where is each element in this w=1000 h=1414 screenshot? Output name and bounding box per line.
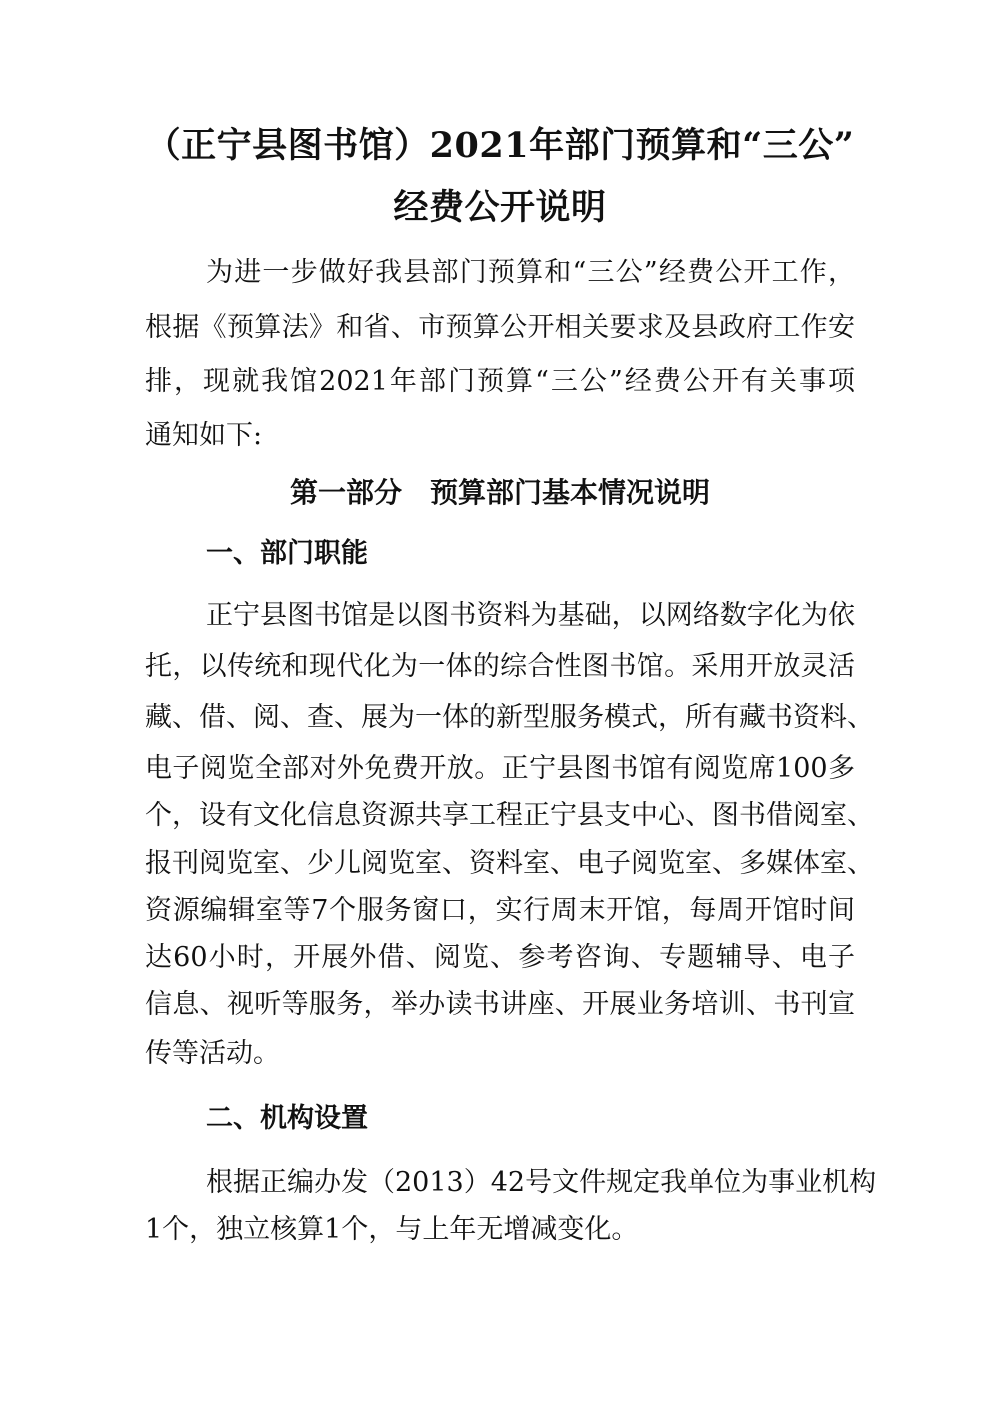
section-one-line: 信息、视听等服务，举办读书讲座、开展业务培训、书刊宣 [145,989,855,1020]
section-two-heading: 二、机构设置 [206,1103,368,1134]
intro-line: 为进一步做好我县部门预算和“三公”经费公开工作， [206,257,855,288]
section-one-line: 电子阅览全部对外免费开放。正宁县图书馆有阅览席100多 [145,753,855,784]
section-one-line: 个，设有文化信息资源共享工程正宁县支中心、图书借阅室、 [145,800,874,831]
section-one-line: 正宁县图书馆是以图书资料为基础，以网络数字化为依 [206,600,855,631]
section-two-line: 1个，独立核算1个，与上年无增减变化。 [145,1214,639,1245]
intro-line: 通知如下: [145,420,263,451]
section-one-line: 藏、借、阅、查、展为一体的新型服务模式，所有藏书资料、 [145,702,874,733]
intro-line: 根据《预算法》和省、市预算公开相关要求及县政府工作安 [145,312,855,343]
document-title-line-1: （正宁县图书馆）2021年部门预算和“三公” [145,125,855,166]
section-one-line: 达60小时，开展外借、阅览、参考咨询、专题辅导、电子 [145,942,855,973]
intro-line: 排，现就我馆2021年部门预算“三公”经费公开有关事项 [145,366,855,397]
section-one-heading: 一、部门职能 [206,538,368,569]
section-one-line: 报刊阅览室、少儿阅览室、资料室、电子阅览室、多媒体室、 [145,848,874,879]
part-one-title: 第一部分 预算部门基本情况说明 [289,476,710,509]
section-one-line: 托，以传统和现代化为一体的综合性图书馆。采用开放灵活 [145,651,855,682]
document-title-line-2: 经费公开说明 [393,187,607,228]
section-two-line: 根据正编办发（2013）42号文件规定我单位为事业机构 [206,1167,877,1198]
section-one-line: 资源编辑室等7个服务窗口，实行周末开馆，每周开馆时间 [145,895,855,926]
section-one-line: 传等活动。 [145,1038,280,1069]
